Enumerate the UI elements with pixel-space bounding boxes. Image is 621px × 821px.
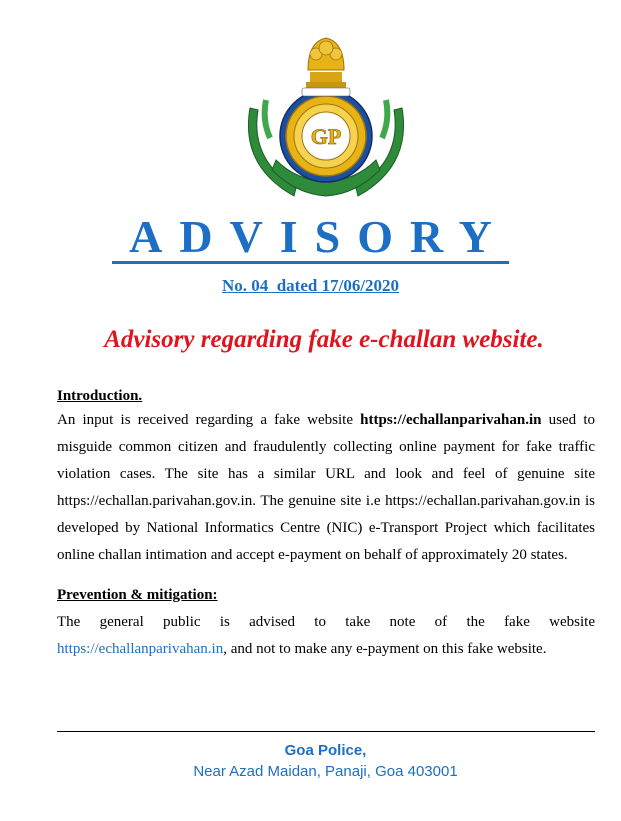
fake-url-link[interactable]: https://echallanparivahan.in [57, 641, 224, 657]
prevention-paragraph [57, 609, 595, 663]
prevention-heading: Prevention & mitigation: [57, 587, 218, 603]
fake-url-bold: https://echallanparivahan.in [360, 412, 542, 428]
introduction-paragraph [57, 407, 595, 569]
introduction-heading: Introduction. [57, 388, 143, 404]
prevention-text-1: The general public is advised to take note of the fake website [57, 614, 595, 630]
footer-address: Near Azad Maidan, Panaji, Goa 403001 [193, 763, 458, 780]
footer-divider [57, 731, 595, 732]
intro-text-1: An input is received regarding a fake website [57, 412, 361, 428]
advisory-headline: Advisory regarding fake e-challan website. [104, 326, 544, 353]
prevention-text-2: , and not to make any e-payment on this fake website. [223, 641, 547, 657]
badge-text: GP [310, 124, 342, 149]
page-title [0, 210, 621, 264]
footer-org: Goa Police, [284, 742, 367, 759]
advisory-number: No. 04 dated 17/06/2020 [221, 276, 400, 295]
goa-police-emblem [236, 30, 416, 210]
intro-text-2: used to misguide common citizen and fraudulently collecting online payment for fake traffic violation cases. The site has a similar URL and look and feel of genuine site https://echallan.parivahan.gov.in. The genuine site i.e https://echallan.parivahan.gov.in is developed by National Informatics Centre (NIC) e-Transport Project which facilitates online challan intimation and accept e-payment on behalf of approximately 20 states. [57, 412, 595, 563]
title-text: ADVISORY [112, 213, 509, 264]
lion-capital-icon [306, 38, 346, 88]
